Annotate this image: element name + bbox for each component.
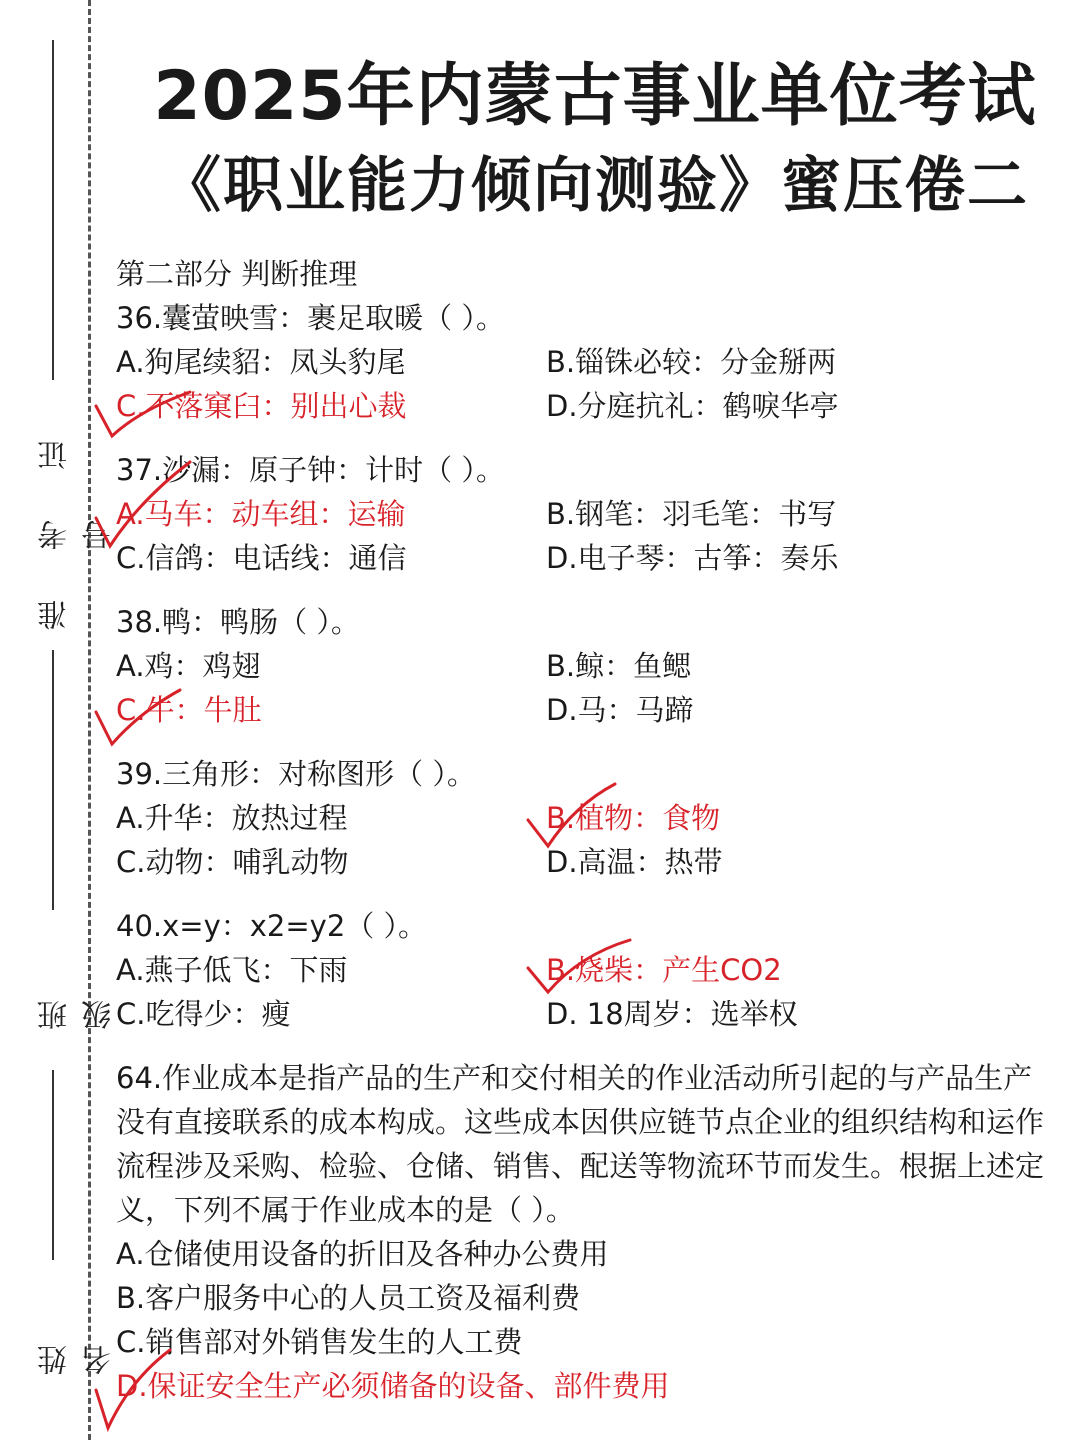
exam-number-line <box>52 40 54 380</box>
option-a: A.升华：放热过程 <box>116 801 348 835</box>
exam-content <box>116 252 1056 1428</box>
class-line <box>52 650 54 910</box>
option-b-answer: B.植物：食物 <box>546 801 721 835</box>
option-b: B.锱铢必较：分金掰两 <box>546 345 837 379</box>
question-stem: 36.囊萤映雪：裹足取暖（ ）。 <box>116 301 505 335</box>
question-40 <box>116 904 1056 1036</box>
option-c-answer: C.牛：牛肚 <box>116 693 262 727</box>
option-d: D.马：马蹄 <box>546 693 694 727</box>
option-a-answer: A.马车：动车组：运输 <box>116 497 406 531</box>
option-d: D.分庭抗礼：鹤唳华亭 <box>546 389 839 423</box>
question-stem: 64.作业成本是指产品的生产和交付相关的作业活动所引起的与产品生产没有直接联系的成本构成。这些成本因供应链节点企业的组织结构和运作流程涉及采购、检验、仓储、销售、配送等物流环节而发生。根据上述定义，下列不属于作业成本的是（ ）。 <box>116 1061 1045 1227</box>
section-title: 第二部分 判断推理 <box>116 257 358 291</box>
question-64 <box>116 1056 1056 1408</box>
question-36 <box>116 296 1056 428</box>
option-c: C.吃得少：瘦 <box>116 997 291 1031</box>
option-c: C.销售部对外销售发生的人工费 <box>116 1325 523 1359</box>
question-39 <box>116 752 1056 884</box>
question-37 <box>116 448 1056 580</box>
question-stem: 38.鸭：鸭肠（ ）。 <box>116 605 360 639</box>
option-a: A.鸡：鸡翅 <box>116 649 261 683</box>
option-a: A.燕子低飞：下雨 <box>116 953 348 987</box>
class-label: 班级 <box>38 950 117 1030</box>
question-stem: 37.沙漏：原子钟：计时（ ）。 <box>116 453 505 487</box>
page-subtitle: 《职业能力倾向测验》蜜压倦二 <box>161 151 1029 221</box>
option-a: A.仓储使用设备的折旧及各种办公费用 <box>116 1237 609 1271</box>
exam-number-label: 准考证号 <box>38 390 117 630</box>
option-d-answer: D.保证安全生产必须储备的设备、部件费用 <box>116 1369 670 1403</box>
option-b: B.钢笔：羽毛笔：书写 <box>546 497 837 531</box>
name-label: 姓名 <box>38 1295 117 1375</box>
name-line <box>52 1070 54 1260</box>
option-c: C.动物：哺乳动物 <box>116 845 349 879</box>
question-stem: 40.x=y：x2=y2（ ）。 <box>116 909 427 943</box>
option-d: D.高温：热带 <box>546 845 723 879</box>
option-b-answer: B.烧柴：产生CO2 <box>546 953 782 987</box>
option-a: A.狗尾续貂：凤头豹尾 <box>116 345 406 379</box>
option-d: D.电子琴：古筝：奏乐 <box>546 541 839 575</box>
page-title: 2025年内蒙古事业单位考试 <box>153 57 1037 136</box>
question-stem: 39.三角形：对称图形（ ）。 <box>116 757 476 791</box>
cut-line <box>88 0 91 1440</box>
option-c: C.信鸽：电话线：通信 <box>116 541 407 575</box>
question-38 <box>116 600 1056 732</box>
option-d: D. 18周岁：选举权 <box>546 997 798 1031</box>
option-b: B.客户服务中心的人员工资及福利费 <box>116 1281 581 1315</box>
binding-margin <box>0 0 117 1440</box>
option-b: B.鲸：鱼鳃 <box>546 649 692 683</box>
option-c-answer: C.不落窠臼：别出心裁 <box>116 389 407 423</box>
